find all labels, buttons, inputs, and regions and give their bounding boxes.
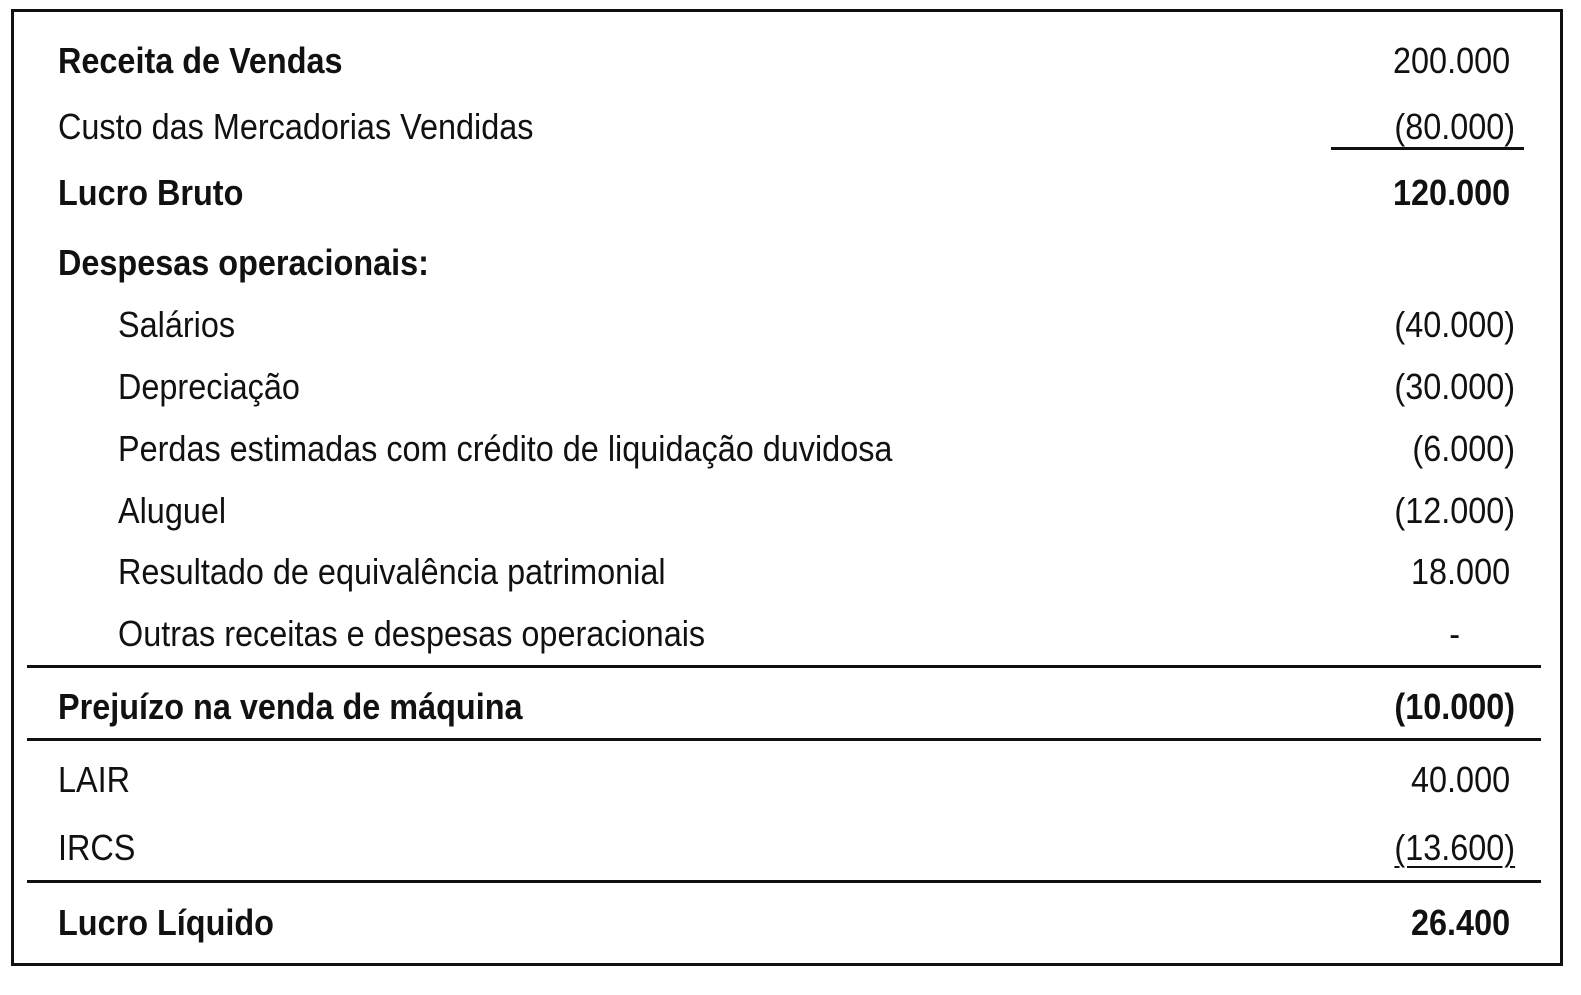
row-label: Lucro Líquido: [58, 902, 274, 943]
row-label: Despesas operacionais:: [58, 242, 429, 283]
row-label: LAIR: [58, 759, 131, 800]
row-receita-de-vendas: [14, 31, 1560, 91]
row-lucro-bruto: [14, 163, 1560, 223]
row-custo-mercadorias: [14, 97, 1560, 157]
row-value: (40.000): [1394, 304, 1515, 345]
row-ircs: [14, 818, 1560, 878]
row-value: (6.000): [1412, 428, 1515, 469]
row-value: (12.000): [1394, 490, 1515, 531]
row-label: Lucro Bruto: [58, 172, 244, 213]
row-perdas-estimadas: [14, 419, 1560, 479]
row-aluguel: [14, 481, 1560, 541]
row-salarios: [14, 295, 1560, 355]
row-value: (30.000): [1394, 366, 1515, 407]
row-outras-receitas: [14, 604, 1560, 664]
row-label: Aluguel: [118, 490, 227, 531]
row-label: Perdas estimadas com crédito de liquidação duvidosa: [118, 428, 893, 469]
row-despesas-operacionais: [14, 233, 1560, 293]
divider-line: [27, 880, 1541, 883]
subtotal-rule: [1331, 147, 1524, 150]
divider-line: [27, 738, 1541, 741]
row-prejuizo-venda-maquina: [14, 677, 1560, 737]
row-value: (80.000): [1394, 106, 1515, 147]
row-label: IRCS: [58, 827, 136, 868]
divider-line: [27, 665, 1541, 668]
row-label: Resultado de equivalência patrimonial: [118, 551, 666, 592]
row-value: -: [1449, 613, 1460, 654]
row-label: Depreciação: [118, 366, 300, 407]
row-label: Custo das Mercadorias Vendidas: [58, 106, 534, 147]
row-label: Salários: [118, 304, 236, 345]
row-value: 18.000: [1410, 551, 1510, 592]
row-label: Prejuízo na venda de máquina: [58, 686, 523, 727]
row-label: Receita de Vendas: [58, 40, 343, 81]
row-value: 120.000: [1392, 172, 1510, 213]
row-lair: [14, 750, 1560, 810]
row-label: Outras receitas e despesas operacionais: [118, 613, 706, 654]
row-value: 200.000: [1392, 40, 1510, 81]
row-value: 26.400: [1410, 902, 1510, 943]
row-lucro-liquido: [14, 893, 1560, 953]
row-equivalencia-patrimonial: [14, 542, 1560, 602]
row-value: (10.000): [1394, 686, 1515, 727]
income-statement-table: [11, 9, 1563, 966]
row-depreciacao: [14, 357, 1560, 417]
row-value: (13.600): [1394, 827, 1515, 868]
row-value: 40.000: [1410, 759, 1510, 800]
